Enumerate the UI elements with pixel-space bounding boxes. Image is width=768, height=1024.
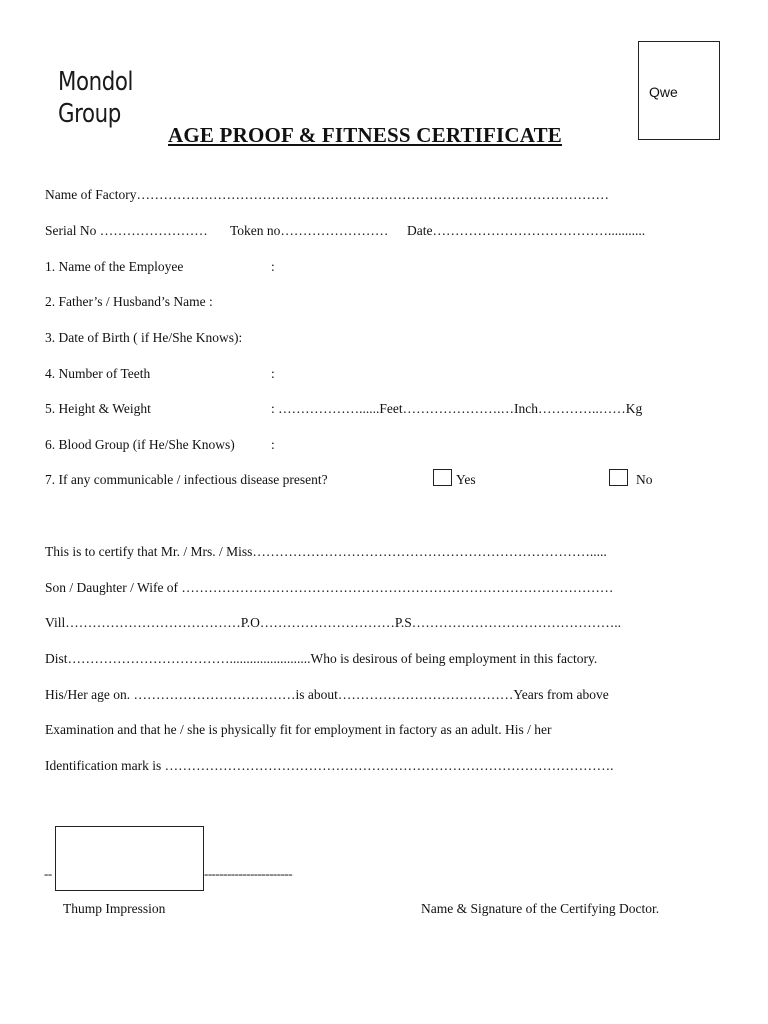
certify-line-7: Identification mark is ……………………………………………………………………………………….: [45, 758, 614, 773]
page-title: AGE PROOF & FITNESS CERTIFICATE: [168, 123, 563, 147]
doctor-signature-label: Name & Signature of the Certifying Doctor.: [421, 901, 660, 916]
logo-line-2: Group: [58, 99, 121, 129]
certify-line-5: His/Her age on. ………………………………is about…………………………………Years from above: [45, 687, 609, 702]
no-label: No: [636, 472, 653, 487]
number-of-teeth-colon: :: [271, 366, 275, 381]
blood-group-label: 6. Blood Group (if He/She Knows): [45, 437, 235, 452]
signature-line-left: --: [44, 866, 52, 881]
certify-line-1: This is to certify that Mr. / Mrs. / Miss………………………………………………………………….....: [45, 544, 607, 559]
blood-group-colon: :: [271, 437, 275, 452]
token-no-field: Token no……………………: [230, 223, 389, 238]
serial-no-field: Serial No ……………………: [45, 223, 208, 238]
date-of-birth-label: 3. Date of Birth ( if He/She Knows):: [45, 330, 243, 345]
certify-line-3: Vill…………………………………P.O…………………………P.S………………………………………..: [45, 615, 621, 630]
employee-name-label: 1. Name of the Employee: [45, 259, 184, 274]
signature-line-right: -----------------------: [204, 866, 293, 881]
logo-line-1: Mondol: [58, 67, 133, 97]
thumb-impression-box: [55, 826, 204, 891]
certify-line-4: Dist………………………………........................Who is desirous of being employment in this factory.: [45, 651, 598, 666]
company-logo: [58, 66, 136, 130]
photo-box-text: Qwe: [649, 84, 678, 100]
height-weight-label: 5. Height & Weight: [45, 401, 151, 416]
certify-line-2: Son / Daughter / Wife of ……………………………………………………………………………………: [45, 580, 614, 595]
number-of-teeth-label: 4. Number of Teeth: [45, 366, 151, 381]
disease-question-label: 7. If any communicable / infectious disease present?: [45, 472, 328, 487]
height-weight-value: : ………………......Feet………………….…Inch…………..……Kg: [271, 401, 643, 416]
photo-box: [638, 41, 720, 140]
father-husband-name-label: 2. Father’s / Husband’s Name :: [45, 294, 213, 309]
factory-name-field: Name of Factory……………………………………………………………………………………………: [45, 187, 609, 202]
yes-label: Yes: [456, 472, 476, 487]
yes-checkbox[interactable]: [433, 469, 452, 486]
certify-line-6: Examination and that he / she is physically fit for employment in factory as an adult. His / her: [45, 722, 552, 737]
thumb-impression-label: Thump Impression: [63, 901, 166, 916]
no-checkbox[interactable]: [609, 469, 628, 486]
date-field: Date…………………………………...........: [407, 223, 646, 238]
employee-name-colon: :: [271, 259, 275, 274]
